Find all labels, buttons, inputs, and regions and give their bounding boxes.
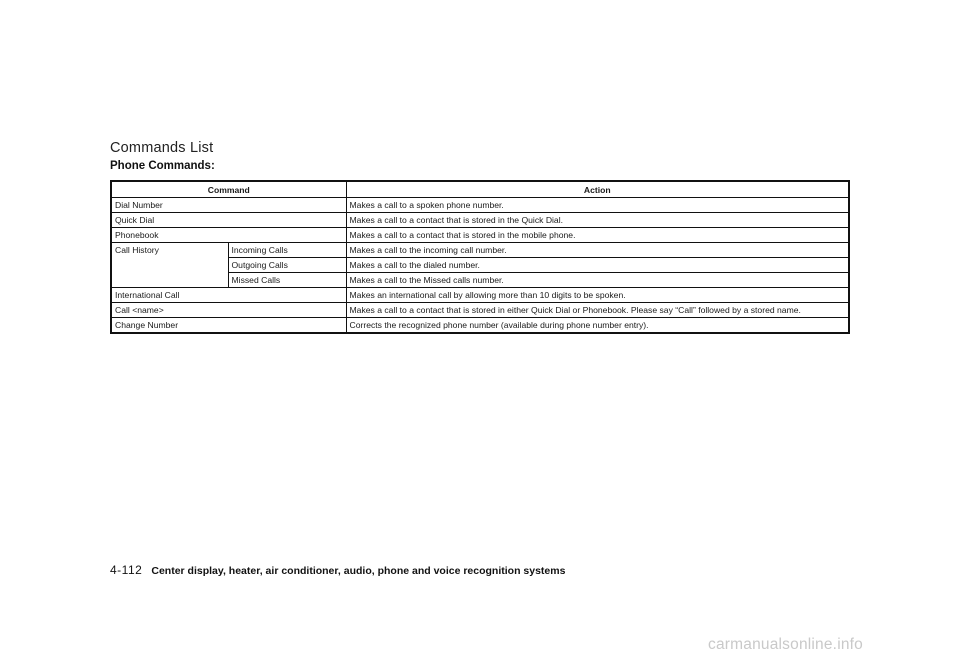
command-cell: Call <name> [111, 303, 346, 318]
command-cell: Call History [111, 243, 228, 288]
table-row [111, 243, 849, 258]
command-cell: Dial Number [111, 198, 346, 213]
subcommand-cell: Incoming Calls [228, 243, 346, 258]
action-cell: Corrects the recognized phone number (available during phone number entry). [346, 318, 849, 334]
subcommand-cell: Outgoing Calls [228, 258, 346, 273]
table-row [111, 303, 849, 318]
chapter-title: Center display, heater, air conditioner, audio, phone and voice recognition systems [151, 565, 566, 577]
action-cell: Makes a call to a contact that is stored in the Quick Dial. [346, 213, 849, 228]
action-cell: Makes an international call by allowing more than 10 digits to be spoken. [346, 288, 849, 303]
action-cell: Makes a call to a contact that is stored in the mobile phone. [346, 228, 849, 243]
table-row [111, 213, 849, 228]
command-cell: Change Number [111, 318, 346, 334]
action-cell: Makes a call to the incoming call number. [346, 243, 849, 258]
command-cell: Quick Dial [111, 213, 346, 228]
watermark: carmanualsonline.info [708, 636, 863, 653]
subcommand-cell: Missed Calls [228, 273, 346, 288]
action-cell: Makes a call to a spoken phone number. [346, 198, 849, 213]
table-header-row [111, 181, 849, 198]
table-row [111, 288, 849, 303]
action-cell: Makes a call to a contact that is stored in either Quick Dial or Phonebook. Please say “Call” followed by a stored name. [346, 303, 849, 318]
action-cell: Makes a call to the dialed number. [346, 258, 849, 273]
table-row [111, 228, 849, 243]
command-cell: Phonebook [111, 228, 346, 243]
page-number: 4-112 [110, 563, 143, 577]
action-column-header: Action [346, 181, 849, 198]
command-column-header: Command [111, 181, 346, 198]
command-cell: International Call [111, 288, 346, 303]
phone-commands-table [110, 180, 850, 334]
table-row [111, 318, 849, 334]
section-title: Commands List [110, 140, 214, 156]
table-row [111, 198, 849, 213]
action-cell: Makes a call to the Missed calls number. [346, 273, 849, 288]
subsection-title: Phone Commands: [110, 160, 215, 172]
page-footer [110, 563, 565, 577]
